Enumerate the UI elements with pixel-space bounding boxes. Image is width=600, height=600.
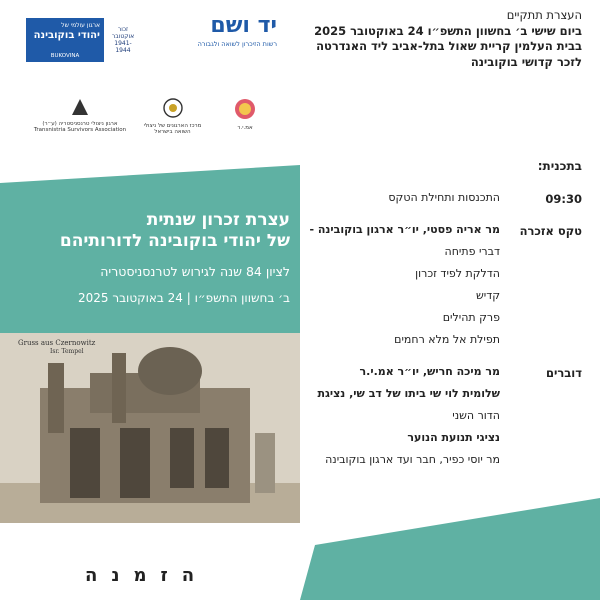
header-line: בבית העלמין קריית שאול בתל-אביב ליד האנדרטה <box>316 39 582 53</box>
program-line: הדור השני <box>452 409 500 422</box>
logo-text: ארגון עולמי של <box>61 22 100 29</box>
teal-corner-bottom-right <box>300 498 600 600</box>
main-title-line-1: עצרת זכרון שנתית <box>146 210 290 230</box>
header-line: העצרת תתקיים <box>506 8 582 22</box>
transnistria-icon <box>71 98 89 116</box>
yadvashem-sub: רשות הזיכרון לשואה ולגבורה <box>197 40 277 48</box>
program-line: פרק תהילים <box>442 311 500 324</box>
event-details-header <box>282 8 582 70</box>
center-logo <box>135 98 210 135</box>
transnistria-text: ארגון ניצולי טרנסניסטריה (ע״ר) Transnistria Survivors Association <box>33 121 127 133</box>
yadvashem-logo <box>185 12 277 48</box>
time-text-block <box>240 187 500 209</box>
main-title-line-2: של יהודי בוקובינה לדורותיהם <box>59 231 290 251</box>
subtitle: לציון 84 שנה לגירוש לטרנסניסטריה <box>100 264 290 279</box>
logo-text: יהודי בוקובינה <box>33 30 100 41</box>
program-line: נציגי תנועת הנוער <box>407 431 500 444</box>
invitation-label: הזמנה <box>85 565 209 586</box>
program-line: דברי פתיחה <box>444 245 500 258</box>
program-line: קדיש <box>475 289 500 302</box>
transnistria-logo <box>30 98 130 133</box>
program-line: מר יוסי כפיר, חבר ועד ארגון בוקובינה <box>325 453 500 466</box>
ceremony-items <box>240 219 500 351</box>
program-line: הדלקת לפיד זכרון <box>415 267 500 280</box>
photo-caption: Isr. Tempel <box>50 348 84 355</box>
ceremony-label: טקס אזכרה <box>519 224 582 238</box>
yadvashem-name: יד ושם <box>210 13 277 38</box>
program-line: מר אריה פסטי, יו״ר ארגון בוקובינה - <box>309 223 500 236</box>
program-line: תפילת אל מלא רחמים <box>394 333 500 346</box>
amir-text: אמ.י.ר <box>237 125 253 131</box>
amir-logo <box>225 98 265 131</box>
header-line: ביום שישי ב׳ בחשוון התשפ״ו 24 באוקטובר 2025 <box>314 23 582 38</box>
header-line: לזכר קדושי בוקובינה <box>470 54 582 69</box>
amir-icon <box>234 98 256 120</box>
speakers-label: דוברים <box>545 366 582 380</box>
time-label: 09:30 <box>545 192 582 206</box>
photo-caption: Gruss aus Czernowitz <box>18 339 96 347</box>
program-heading: בתכנית: <box>537 159 582 173</box>
program-line: מר מיכה חריש, יו״ר אמ.י.ר <box>359 365 500 378</box>
bukovina-logo <box>26 18 104 62</box>
zikaron-mark: זכור אוקטובר 1941-1944 <box>111 26 135 54</box>
center-text: מרכז הארגונים של ניצולי השואה בישראל <box>143 123 202 135</box>
date-line: ב׳ בחשוון התשפ״ו | 24 באוקטובר 2025 <box>77 291 290 305</box>
speakers-items <box>240 361 500 471</box>
program-line: שלומית לוי שי ביתו של דב שי, נציגת <box>317 387 500 400</box>
program-line: התכנסות ותחילת הטקס <box>388 191 500 204</box>
emblem-icon <box>163 98 183 118</box>
logo-text: BUKOVINA <box>50 53 80 59</box>
